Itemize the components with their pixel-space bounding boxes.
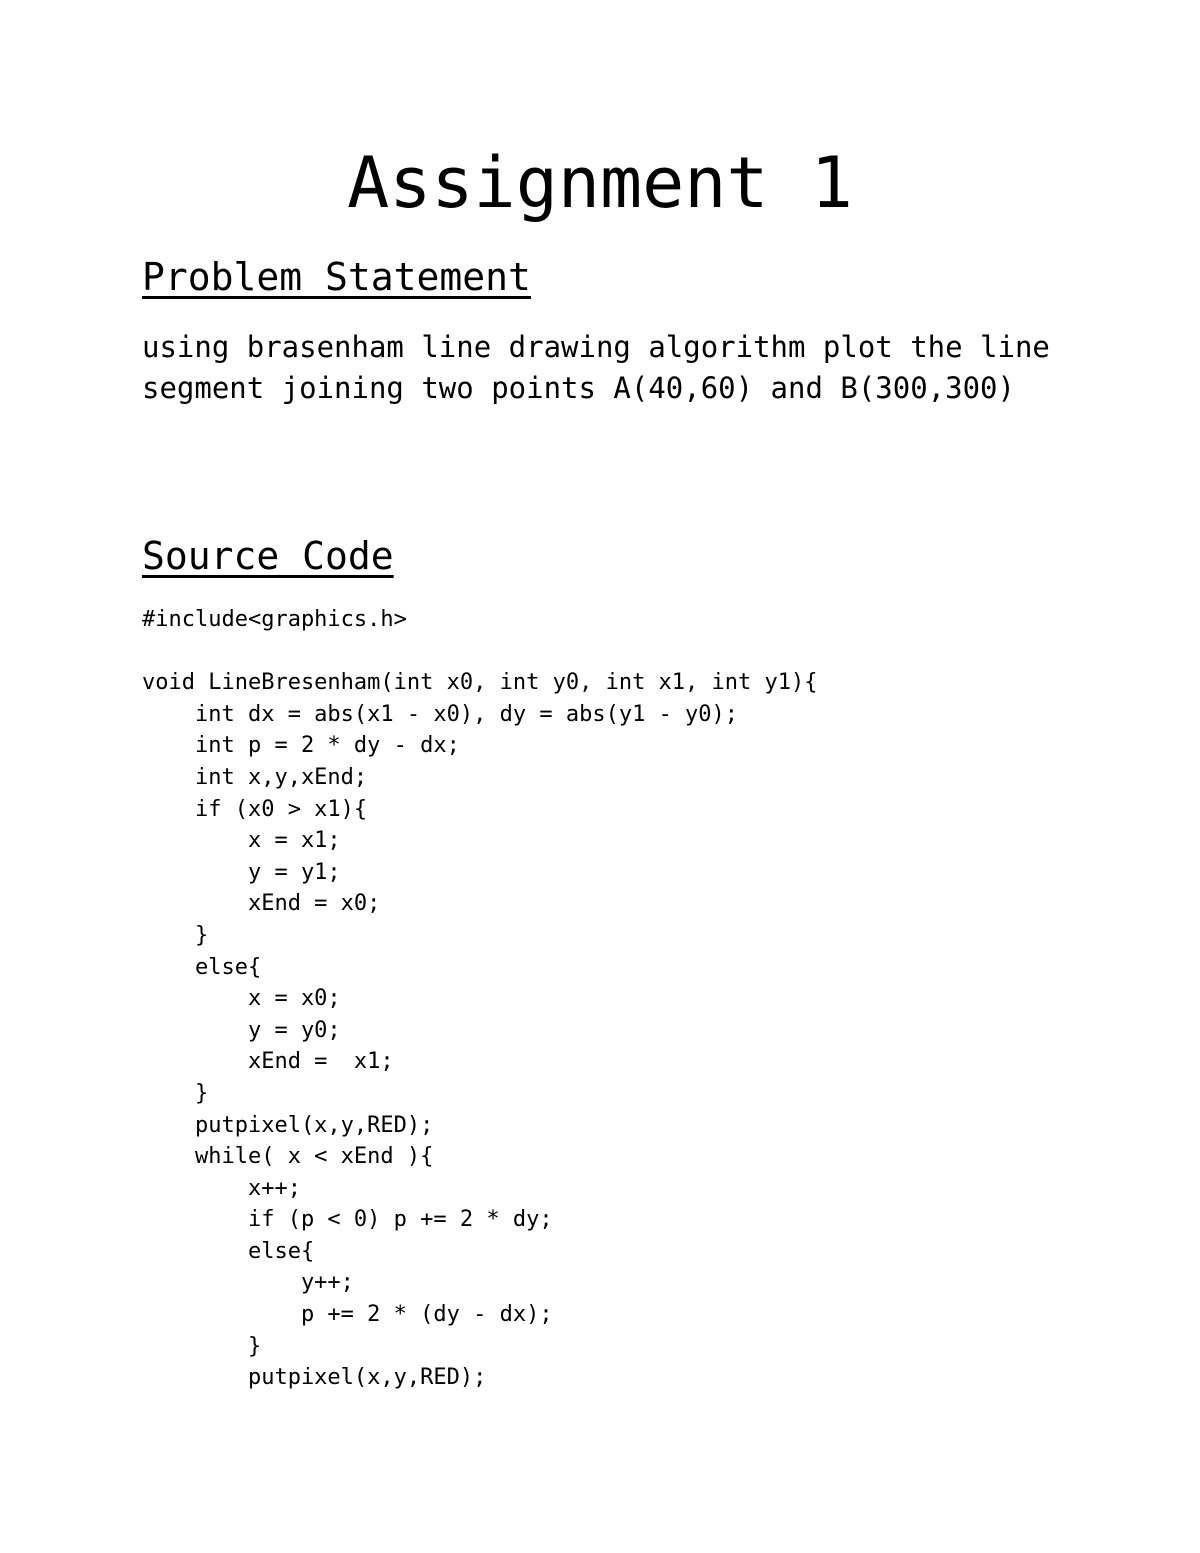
code-line: y++; (142, 1270, 354, 1296)
code-line: int x,y,xEnd; (142, 764, 368, 790)
code-line: if (p < 0) p += 2 * dy; (142, 1207, 553, 1233)
code-line: else{ (142, 954, 262, 980)
source-code-heading: Source Code (142, 534, 394, 578)
problem-statement-text: using brasenham line drawing algorithm plot the line segment joining two points A(40,60) and B(300,300) (142, 330, 1068, 405)
code-line: x = x0; (142, 986, 341, 1012)
code-line: #include<graphics.h> (142, 607, 407, 632)
document-title: Assignment 1 (347, 142, 853, 224)
code-line: p += 2 * (dy - dx); (142, 1302, 553, 1328)
code-line: x = x1; (142, 828, 341, 854)
code-line: putpixel(x,y,RED); (142, 1365, 487, 1391)
code-line: putpixel(x,y,RED); (142, 1112, 434, 1138)
code-line: void LineBresenham(int x0, int y0, int x1, int y1){ (142, 670, 818, 696)
code-line: y = y0; (142, 1017, 341, 1043)
code-line: y = y1; (142, 859, 341, 885)
code-line: int dx = abs(x1 - x0), dy = abs(y1 - y0); (142, 701, 739, 727)
code-line: while( x < xEnd ){ (142, 1144, 434, 1170)
code-line: int p = 2 * dy - dx; (142, 733, 460, 759)
code-line (142, 636, 818, 668)
code-line: if (x0 > x1){ (142, 796, 368, 822)
code-line: } (142, 922, 209, 948)
code-line: xEnd = x0; (142, 891, 381, 917)
code-line: x++; (142, 1175, 301, 1201)
code-line: else{ (142, 1238, 315, 1264)
code-line: } (142, 1333, 262, 1359)
code-line: xEnd = x1; (142, 1049, 394, 1075)
source-code-block (142, 604, 818, 1394)
code-line: } (142, 1080, 209, 1106)
problem-statement-heading: Problem Statement (142, 255, 531, 299)
